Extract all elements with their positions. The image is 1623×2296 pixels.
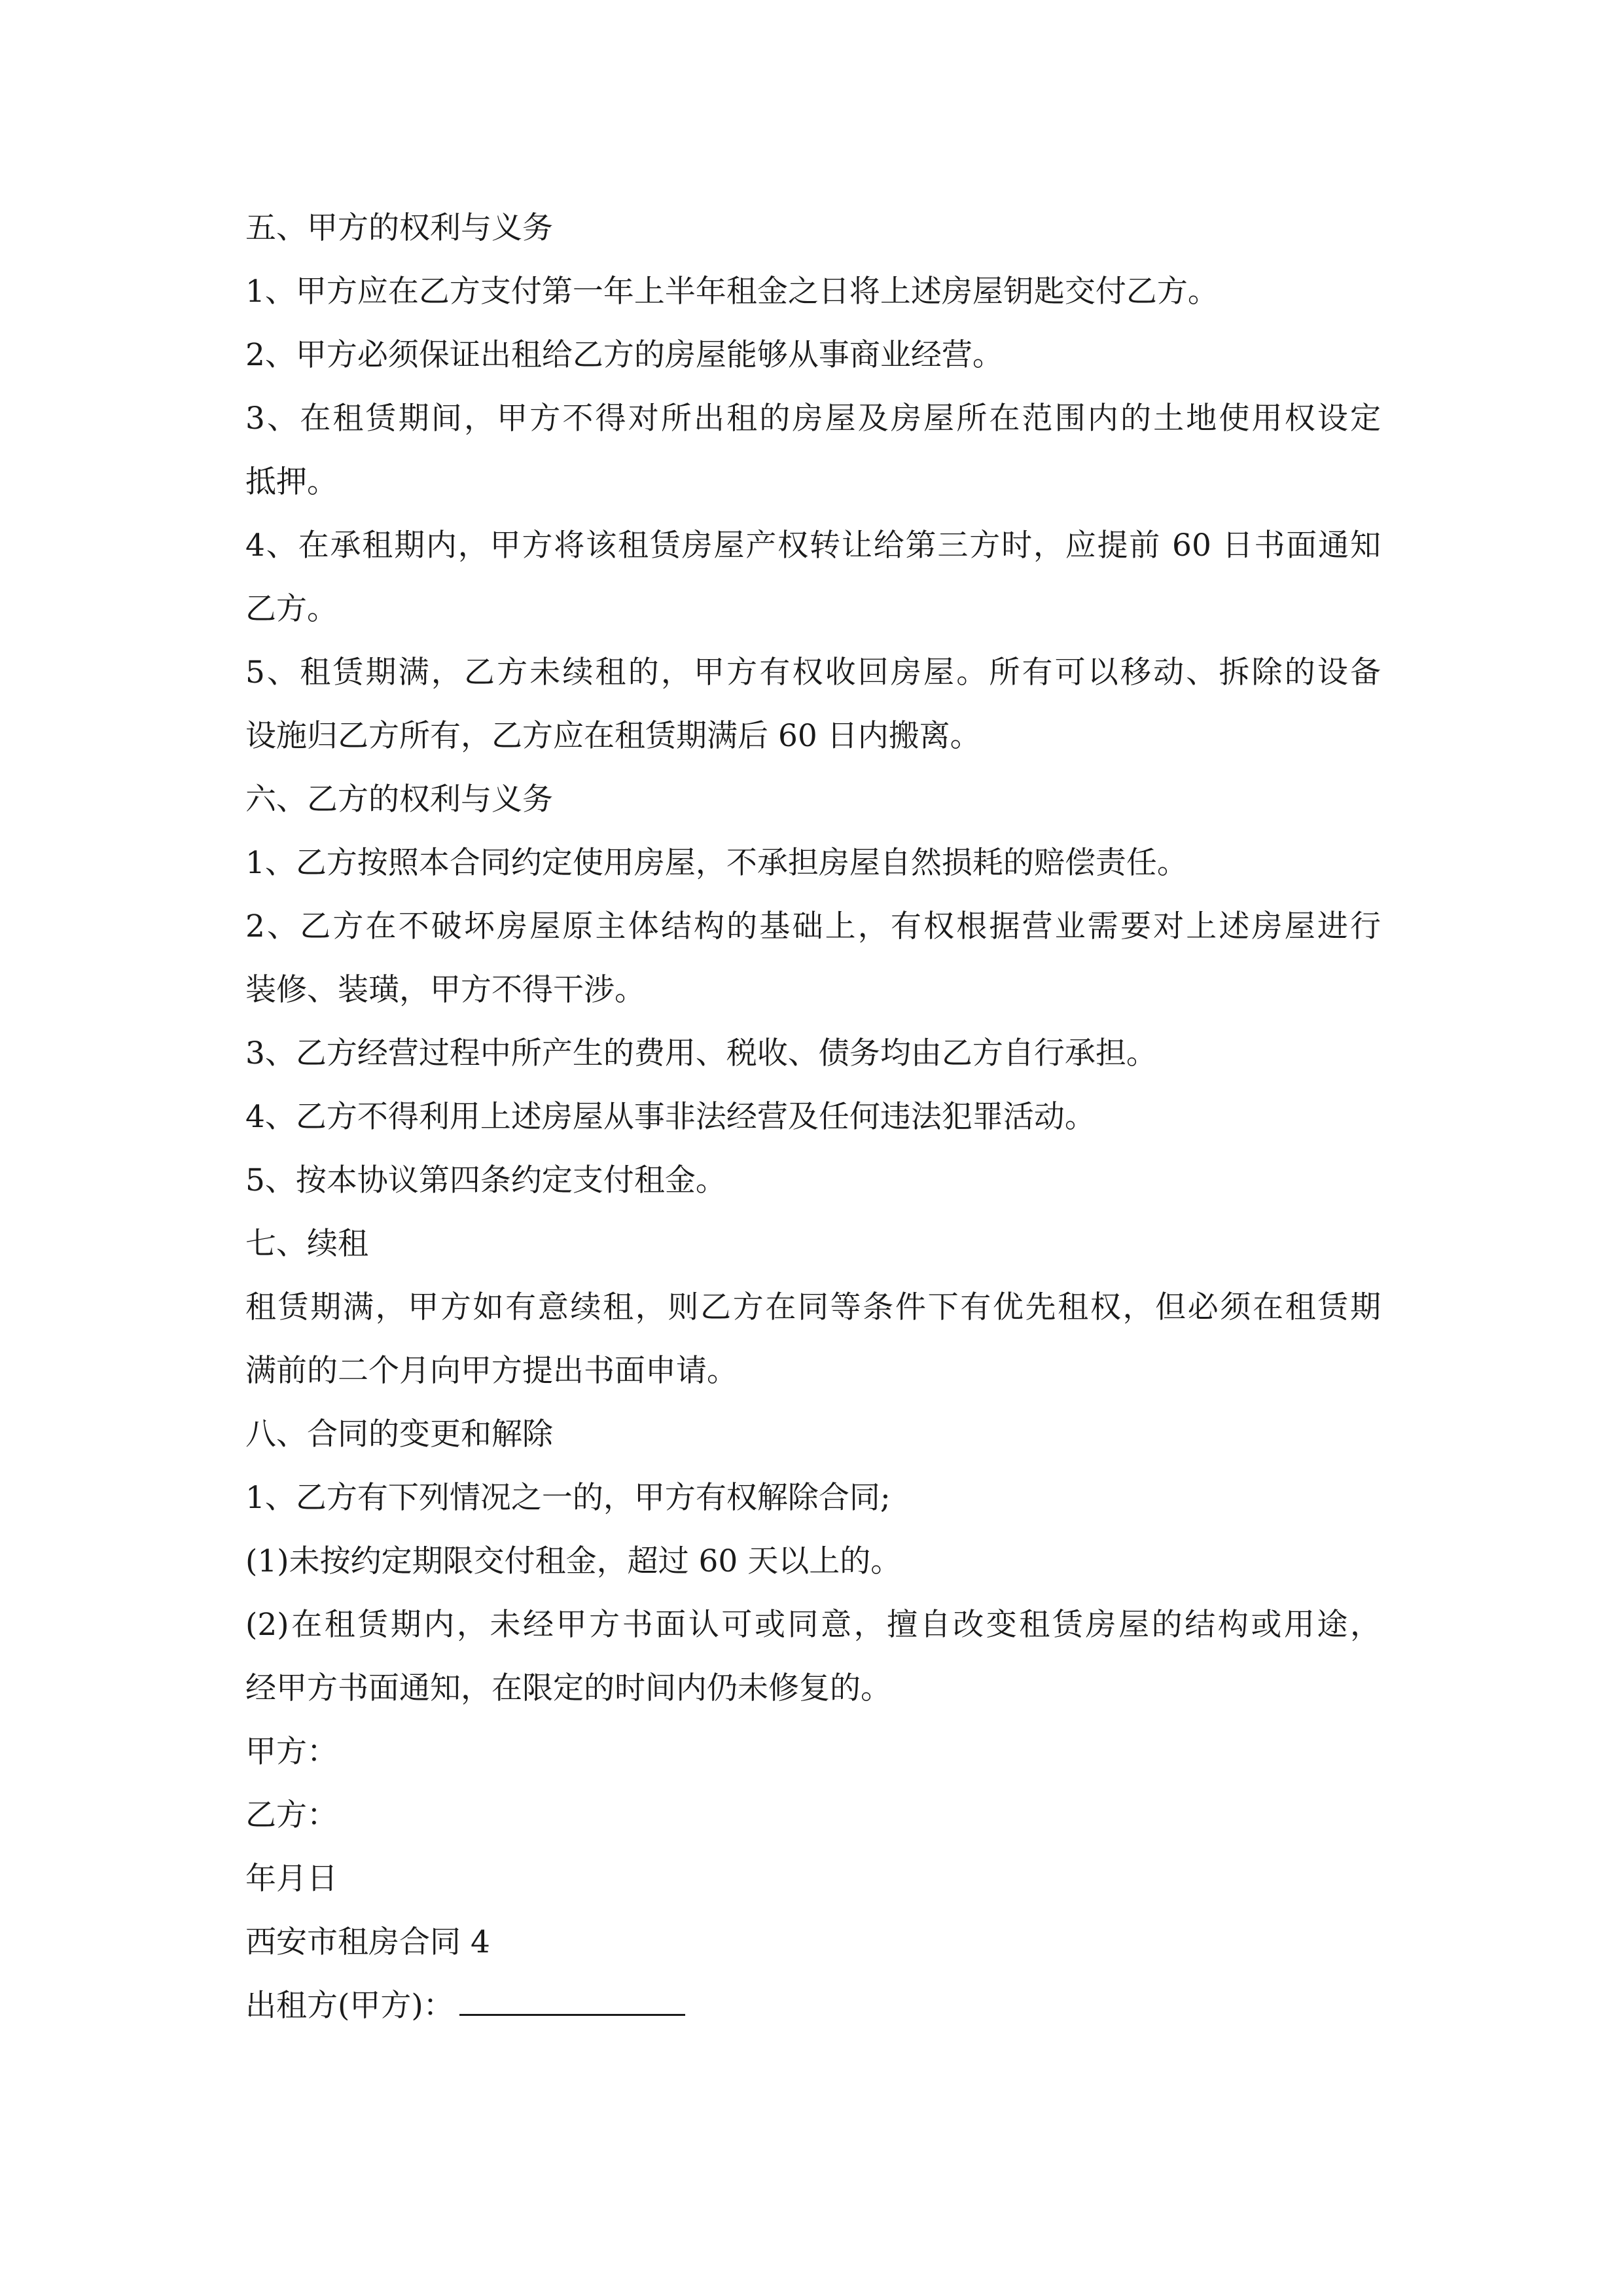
contract-body [245,196,1381,2037]
clause-6-2-line-1: 2、乙方在不破坏房屋原主体结构的基础上，有权根据营业需要对上述房屋进行 [245,908,1381,944]
clause-5-5-line-1: 5、租赁期满，乙方未续租的，甲方有权收回房屋。所有可以移动、拆除的设备 [245,655,1381,691]
section-heading-8: 八、合同的变更和解除 [245,1416,553,1452]
clause-6-4: 4、乙方不得利用上述房屋从事非法经营及任何违法犯罪活动。 [245,1099,1096,1135]
clause-5-4-line-2: 乙方。 [245,591,338,627]
clause-8-1-item-1: (1)未按约定期限交付租金，超过 60 天以上的。 [245,1543,902,1579]
clause-6-2-line-2: 装修、装璜，甲方不得干涉。 [245,972,645,1008]
section-heading-7: 七、续租 [245,1226,368,1262]
clause-6-1: 1、乙方按照本合同约定使用房屋，不承担房屋自然损耗的赔偿责任。 [245,845,1188,881]
clause-8-1: 1、乙方有下列情况之一的，甲方有权解除合同; [245,1480,891,1516]
clause-8-1-item-2-line-2: 经甲方书面通知，在限定的时间内仍未修复的。 [245,1670,891,1706]
clause-5-3-line-2: 抵押。 [245,464,338,500]
party-b-signature-label: 乙方： [245,1797,338,1833]
date-label: 年月日 [245,1861,338,1897]
clause-8-1-item-2-line-1: (2)在租赁期内，未经甲方书面认可或同意，擅自改变租赁房屋的结构或用途， [245,1607,1381,1643]
section-heading-5: 五、甲方的权利与义务 [245,210,553,246]
section-heading-6: 六、乙方的权利与义务 [245,781,553,817]
lessor-line [245,1974,1381,2037]
party-a-signature-label: 甲方： [245,1734,338,1770]
clause-5-3-line-1: 3、在租赁期间，甲方不得对所出租的房屋及房屋所在范围内的土地使用权设定 [245,401,1381,437]
clause-7-line-2: 满前的二个月向甲方提出书面申请。 [245,1353,738,1389]
clause-5-4-line-1: 4、在承租期内，甲方将该租赁房屋产权转让给第三方时，应提前 60 日书面通知 [245,528,1381,564]
lessor-label: 出租方(甲方)： [245,1988,454,2024]
clause-5-2: 2、甲方必须保证出租给乙方的房屋能够从事商业经营。 [245,337,1003,373]
clause-6-5: 5、按本协议第四条约定支付租金。 [245,1162,726,1198]
clause-6-3: 3、乙方经营过程中所产生的费用、税收、债务均由乙方自行承担。 [245,1035,1157,1071]
lessor-blank-line [459,1975,685,2016]
next-contract-title: 西安市租房合同 4 [245,1924,490,1960]
clause-7-line-1: 租赁期满，甲方如有意续租，则乙方在同等条件下有优先租权，但必须在租赁期 [245,1289,1381,1325]
clause-5-5-line-2: 设施归乙方所有，乙方应在租赁期满后 60 日内搬离。 [245,718,981,754]
clause-5-1: 1、甲方应在乙方支付第一年上半年租金之日将上述房屋钥匙交付乙方。 [245,274,1219,310]
